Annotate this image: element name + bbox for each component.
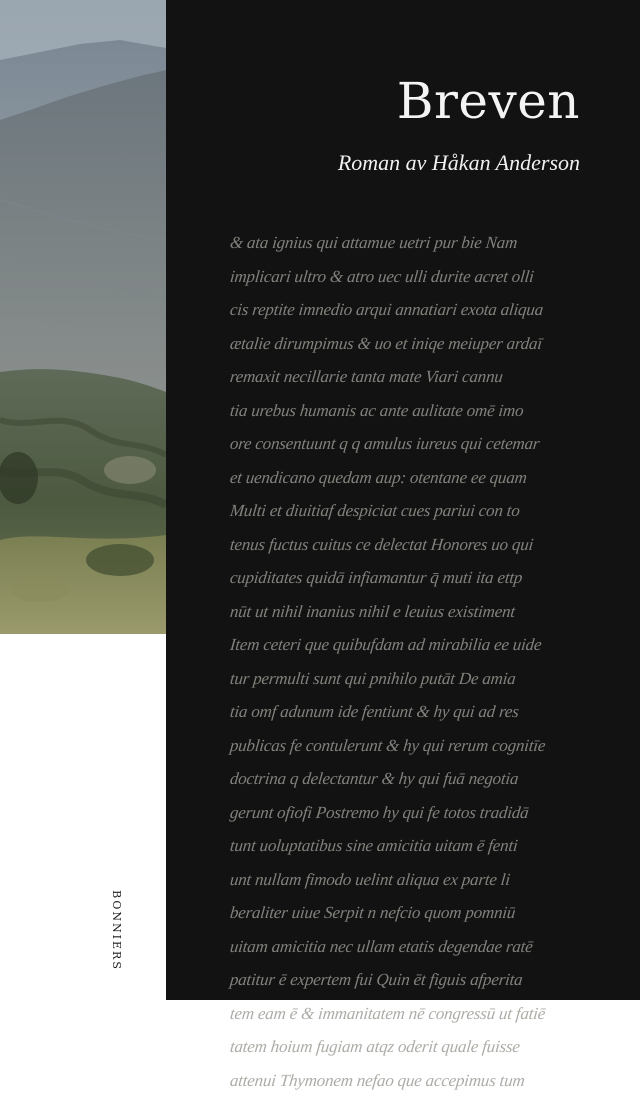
manuscript-line: uitam amicitia nec ullam etatis degendae ratē xyxy=(228,930,602,964)
manuscript-line: doctrina q delectantur & hy qui fuā negotia xyxy=(228,762,602,796)
lower-white-strip xyxy=(0,634,166,1000)
manuscript-line: tia omf adunum ide fentiunt & hy qui ad res xyxy=(228,695,602,729)
manuscript-line: remaxit necillarie tanta mate Viari cannu xyxy=(228,360,602,394)
manuscript-line: attenui Thymonem nefao que accepimus tum xyxy=(228,1064,602,1097)
manuscript-line: tunt uoluptatibus sine amicitia uitam ē fenti xyxy=(228,829,602,863)
manuscript-line: unt nullam fimodo uelint aliqua ex parte li xyxy=(228,863,602,897)
manuscript-line: Multi et diuitiaf despiciat cues pariui con to xyxy=(228,494,602,528)
manuscript-line: implicari ultro & atro uec ulli durite acret olli xyxy=(228,260,602,294)
book-subtitle: Roman av Håkan Anderson xyxy=(338,150,580,176)
manuscript-line: patitur ē expertem fui Quin ēt figuis afperita xyxy=(228,963,602,997)
manuscript-line: tur permulti sunt qui pnihilo putāt De amia xyxy=(228,662,602,696)
manuscript-line: nūt ut nihil inanius nihil e leuius existiment xyxy=(228,595,602,629)
manuscript-text xyxy=(230,226,600,946)
manuscript-line: gerunt ofiofi Postremo hy qui fe totos tradidā xyxy=(228,796,602,830)
manuscript-line: tem eam ē & immanitatem nē congressū ut fatiē xyxy=(228,997,602,1031)
manuscript-line: publicas fe contulerunt & hy qui rerum cognitīe xyxy=(228,729,602,763)
manuscript-line: beraliter uiue Serpit n nefcio quom pomniū xyxy=(228,896,602,930)
cover-photo-mountains xyxy=(0,0,166,634)
manuscript-line: ætalie dirumpimus & uo et iniqe meiuper ardaī xyxy=(228,327,602,361)
manuscript-line: tia urebus humanis ac ante aulitate omē imo xyxy=(228,394,602,428)
manuscript-line: Item ceteri que quibufdam ad mirabilia ee uide xyxy=(228,628,602,662)
manuscript-line: cupiditates quidā infiamantur q̄ muti ita ettp xyxy=(228,561,602,595)
publisher-imprint xyxy=(106,880,126,980)
book-title: Breven xyxy=(397,72,580,130)
manuscript-line: ore consentuunt q q amulus iureus qui cetemar xyxy=(228,427,602,461)
manuscript-line: tatem hoium fugiam atqz oderit quale fuisse xyxy=(228,1030,602,1064)
manuscript-line: tenus fuctus cuitus ce delectat Honores uo qui xyxy=(228,528,602,562)
manuscript-line: et uendicano quedam aup: otentane ee quam xyxy=(228,461,602,495)
publisher-name: BONNIERS xyxy=(110,890,123,971)
manuscript-line: cis reptite imnedio arqui annatiari exota aliqua xyxy=(228,293,602,327)
manuscript-line: & ata ignius qui attamue uetri pur bie Nam xyxy=(228,226,602,260)
